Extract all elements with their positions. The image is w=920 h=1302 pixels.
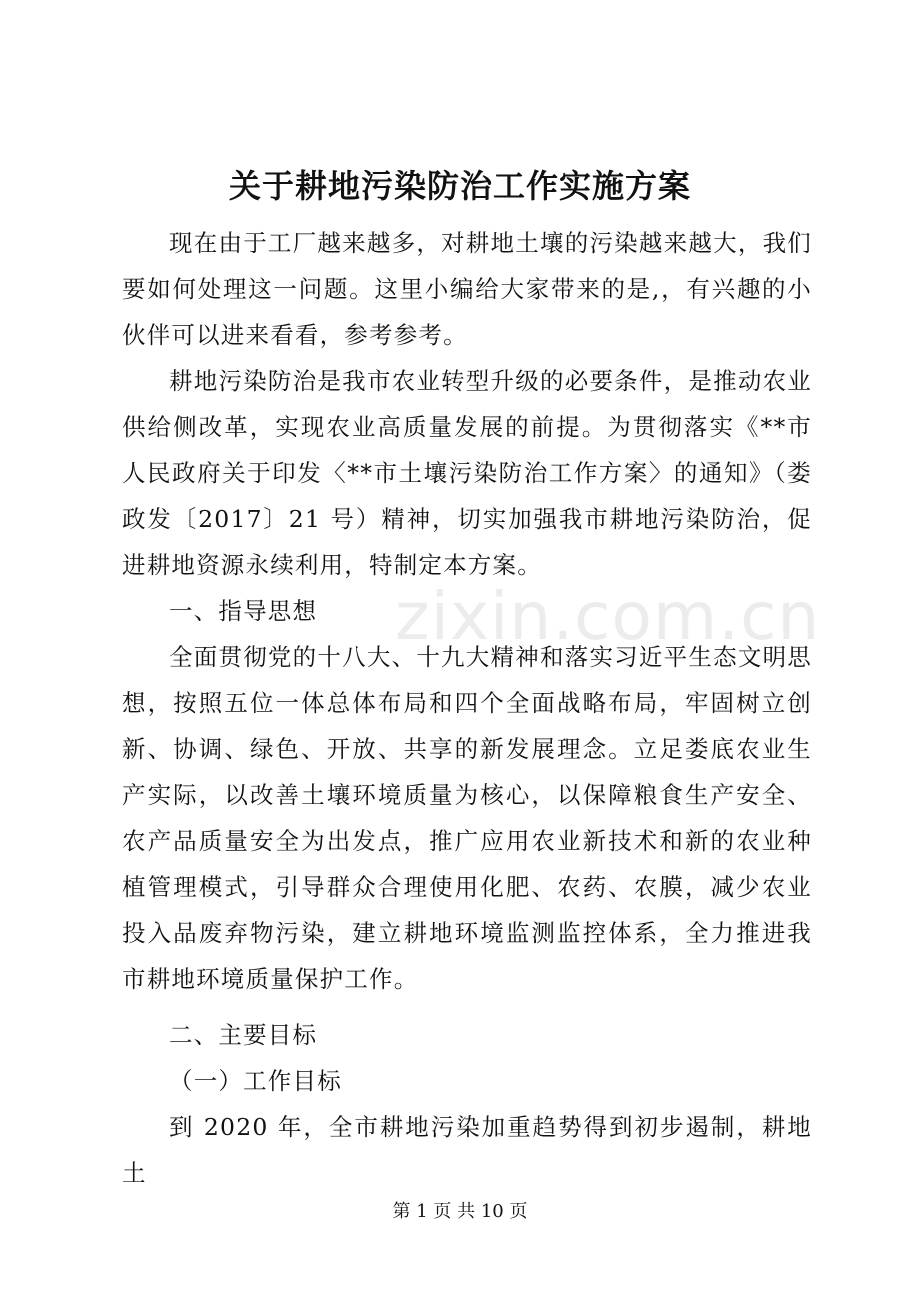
guiding-ideology-paragraph: 全面贯彻党的十八大、十九大精神和落实习近平生态文明思想，按照五位一体总体布局和四个全面战略布局，牢固树立创新、协调、绿色、开放、共享的新发展理念。立足娄底农业生产实际，以改善土壤环境质量为核心，以保障粮食生产安全、农产品质量安全为出发点，推广应用农业新技术和新的农业种植管理模式，引导群众合理使用化肥、农药、农膜，减少农业投入品废弃物污染，建立耕地环境监测监控体系，全力推进我市耕地环境质量保护工作。 xyxy=(122,643,812,993)
document-body xyxy=(122,220,812,1196)
document-title: 关于耕地污染防治工作实施方案 xyxy=(228,167,691,205)
section-heading-main-goals: 二、主要目标 xyxy=(169,1021,318,1049)
section-spacer xyxy=(122,1002,812,1012)
page-footer: 第 1 页 共 10 页 xyxy=(392,1201,528,1222)
work-goals-paragraph: 到 2020 年，全市耕地污染加重趋势得到初步遏制，耕地土 xyxy=(122,1113,812,1187)
intro-paragraph: 现在由于工厂越来越多，对耕地土壤的污染越来越大，我们要如何处理这一问题。这里小编给大家带来的是,，有兴趣的小伙伴可以进来看看，参考参考。 xyxy=(122,229,812,349)
section-heading-guiding-ideology: 一、指导思想 xyxy=(169,597,318,625)
watermark: zixin.com.cn xyxy=(395,578,821,655)
background-paragraph: 耕地污染防治是我市农业转型升级的必要条件，是推动农业供给侧改革，实现农业高质量发展的前提。为贯彻落实《**市人民政府关于印发〈**市土壤污染防治工作方案〉的通知》（娄政发〔2017〕21 号）精神，切实加强我市耕地污染防治，促进耕地资源永续利用，特制定本方案。 xyxy=(122,367,812,579)
subsection-heading-work-goals: （一）工作目标 xyxy=(169,1067,342,1095)
